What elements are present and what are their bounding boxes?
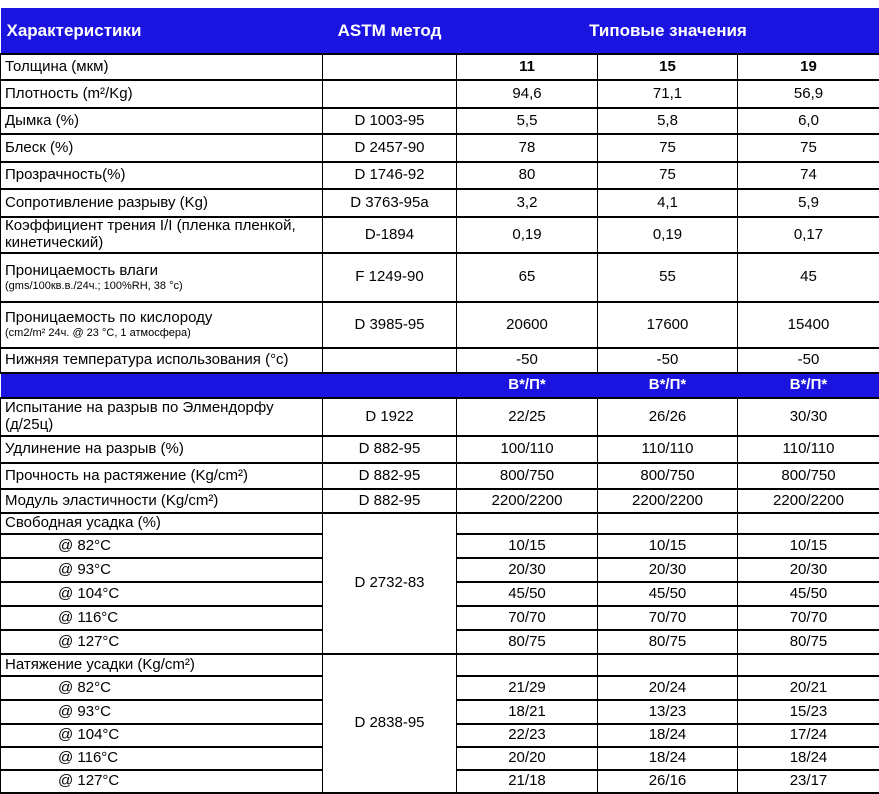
value-cell: 15 (598, 54, 738, 80)
value-cell: 20/30 (457, 558, 598, 582)
value-cell: 0,19 (457, 217, 598, 253)
astm-cell: D 882-95 (323, 436, 457, 463)
header-characteristics: Характеристики (1, 8, 323, 54)
value-cell: 2200/2200 (738, 489, 879, 513)
data-row (1, 489, 879, 513)
value-cell: 15/23 (738, 700, 879, 724)
value-cell: 70/70 (457, 606, 598, 630)
value-cell: 110/110 (598, 436, 738, 463)
band-value-cell: В*/П* (738, 373, 879, 398)
label-cell: Блеск (%) (1, 134, 323, 162)
label-cell: Коэффициент трения I/I (пленка пленкой, кинетический) (1, 217, 323, 253)
data-row (1, 436, 879, 463)
data-row (1, 348, 879, 373)
band-row (1, 373, 879, 398)
value-cell: 17600 (598, 302, 738, 348)
value-cell (457, 654, 598, 676)
temp-label-cell: @ 82°C (1, 676, 323, 700)
value-cell: 21/29 (457, 676, 598, 700)
value-cell: 800/750 (457, 463, 598, 489)
header-astm-method: ASTM метод (323, 8, 457, 54)
value-cell: 18/24 (738, 747, 879, 770)
value-cell: 0,17 (738, 217, 879, 253)
value-cell: 65 (457, 253, 598, 302)
value-cell: 2200/2200 (457, 489, 598, 513)
value-cell: 18/24 (598, 747, 738, 770)
value-cell: 26/26 (598, 398, 738, 436)
data-row (1, 189, 879, 217)
value-cell: 110/110 (738, 436, 879, 463)
value-cell: 75 (598, 134, 738, 162)
value-cell: 5,8 (598, 108, 738, 134)
label-cell: Удлинение на разрыв (%) (1, 436, 323, 463)
value-cell (598, 513, 738, 534)
astm-cell: D 1746-92 (323, 162, 457, 189)
temp-label-cell: @ 104°C (1, 724, 323, 747)
astm-cell (323, 54, 457, 80)
label-cell: Испытание на разрыв по Элмендорфу (д/25ц) (1, 398, 323, 436)
value-cell: 100/110 (457, 436, 598, 463)
section-row (1, 513, 879, 534)
astm-cell (323, 348, 457, 373)
value-cell: 30/30 (738, 398, 879, 436)
value-cell: 80 (457, 162, 598, 189)
label-subtext: (cm2/m² 24ч. @ 23 °C, 1 атмосфера) (5, 327, 318, 340)
label-cell: Модуль эластичности (Kg/cm²) (1, 489, 323, 513)
label-text: Проницаемость влаги (5, 263, 318, 280)
label-cell: Толщина (мкм) (1, 54, 323, 80)
label-cell: Прочность на растяжение (Kg/cm²) (1, 463, 323, 489)
label-subtext: (gms/100кв.в./24ч.; 100%RH, 38 °c) (5, 280, 318, 293)
label-cell: Плотность (m²/Kg) (1, 80, 323, 108)
value-cell: 71,1 (598, 80, 738, 108)
data-row (1, 80, 879, 108)
value-cell: 5,5 (457, 108, 598, 134)
value-cell: 80/75 (598, 630, 738, 654)
value-cell: 23/17 (738, 770, 879, 793)
data-row (1, 217, 879, 253)
astm-cell: D 3763-95a (323, 189, 457, 217)
value-cell: 56,9 (738, 80, 879, 108)
value-cell: -50 (598, 348, 738, 373)
value-cell: 70/70 (738, 606, 879, 630)
label-cell: Нижняя температура использования (°c) (1, 348, 323, 373)
label-cell: Сопротивление разрыву (Kg) (1, 189, 323, 217)
data-row (1, 134, 879, 162)
astm-cell: F 1249-90 (323, 253, 457, 302)
temp-label-cell: @ 104°C (1, 582, 323, 606)
data-row (1, 253, 879, 302)
value-cell: 45/50 (598, 582, 738, 606)
temp-label-cell: @ 93°C (1, 558, 323, 582)
label-cell (1, 253, 323, 302)
value-cell: 20/30 (598, 558, 738, 582)
value-cell: 10/15 (598, 534, 738, 558)
value-cell: 13/23 (598, 700, 738, 724)
value-cell: 18/21 (457, 700, 598, 724)
value-cell: 11 (457, 54, 598, 80)
label-cell: Прозрачность(%) (1, 162, 323, 189)
temp-label-cell: @ 82°C (1, 534, 323, 558)
value-cell: 10/15 (457, 534, 598, 558)
value-cell (457, 513, 598, 534)
band-value-cell: В*/П* (457, 373, 598, 398)
value-cell: 15400 (738, 302, 879, 348)
label-cell: Дымка (%) (1, 108, 323, 134)
value-cell: 6,0 (738, 108, 879, 134)
table-body (1, 54, 879, 793)
value-cell: 19 (738, 54, 879, 80)
value-cell: 3,2 (457, 189, 598, 217)
band-cell (1, 373, 323, 398)
value-cell: 45/50 (457, 582, 598, 606)
value-cell: 20/20 (457, 747, 598, 770)
value-cell: 22/25 (457, 398, 598, 436)
astm-cell: D 882-95 (323, 489, 457, 513)
value-cell: 5,9 (738, 189, 879, 217)
value-cell: 78 (457, 134, 598, 162)
value-cell: 2200/2200 (598, 489, 738, 513)
astm-cell: D 1003-95 (323, 108, 457, 134)
value-cell (598, 654, 738, 676)
value-cell: 10/15 (738, 534, 879, 558)
section-label-cell: Натяжение усадки (Kg/cm²) (1, 654, 323, 676)
data-row (1, 108, 879, 134)
value-cell: 75 (738, 134, 879, 162)
value-cell: 0,19 (598, 217, 738, 253)
temp-label-cell: @ 116°C (1, 747, 323, 770)
value-cell: 800/750 (598, 463, 738, 489)
value-cell: 70/70 (598, 606, 738, 630)
value-cell: 17/24 (738, 724, 879, 747)
value-cell: 20/30 (738, 558, 879, 582)
value-cell: 55 (598, 253, 738, 302)
value-cell: 80/75 (738, 630, 879, 654)
band-cell (323, 373, 457, 398)
astm-method-cell: D 2838-95 (323, 654, 457, 793)
temp-label-cell: @ 116°C (1, 606, 323, 630)
label-cell (1, 302, 323, 348)
label-text: Проницаемость по кислороду (5, 310, 318, 327)
value-cell: 21/18 (457, 770, 598, 793)
band-value-cell: В*/П* (598, 373, 738, 398)
temp-label-cell: @ 93°C (1, 700, 323, 724)
value-cell: 74 (738, 162, 879, 189)
value-cell (738, 654, 879, 676)
value-cell: 22/23 (457, 724, 598, 747)
header-typical-values: Типовые значения (457, 8, 879, 54)
value-cell: 20/24 (598, 676, 738, 700)
data-row (1, 54, 879, 80)
section-label-cell: Свободная усадка (%) (1, 513, 323, 534)
data-row (1, 162, 879, 189)
data-row (1, 302, 879, 348)
spec-table (0, 8, 879, 794)
value-cell: 18/24 (598, 724, 738, 747)
value-cell: -50 (457, 348, 598, 373)
astm-cell: D 1922 (323, 398, 457, 436)
temp-label-cell: @ 127°C (1, 770, 323, 793)
value-cell: 80/75 (457, 630, 598, 654)
temp-label-cell: @ 127°C (1, 630, 323, 654)
astm-cell (323, 80, 457, 108)
value-cell: 20/21 (738, 676, 879, 700)
value-cell: 4,1 (598, 189, 738, 217)
value-cell: -50 (738, 348, 879, 373)
astm-cell: D 882-95 (323, 463, 457, 489)
astm-cell: D-1894 (323, 217, 457, 253)
value-cell: 45/50 (738, 582, 879, 606)
value-cell (738, 513, 879, 534)
table-header-row (1, 8, 879, 54)
section-row (1, 654, 879, 676)
astm-cell: D 2457-90 (323, 134, 457, 162)
value-cell: 26/16 (598, 770, 738, 793)
astm-cell: D 3985-95 (323, 302, 457, 348)
value-cell: 94,6 (457, 80, 598, 108)
value-cell: 75 (598, 162, 738, 189)
data-row (1, 398, 879, 436)
value-cell: 800/750 (738, 463, 879, 489)
value-cell: 45 (738, 253, 879, 302)
astm-method-cell: D 2732-83 (323, 513, 457, 654)
data-row (1, 463, 879, 489)
value-cell: 20600 (457, 302, 598, 348)
